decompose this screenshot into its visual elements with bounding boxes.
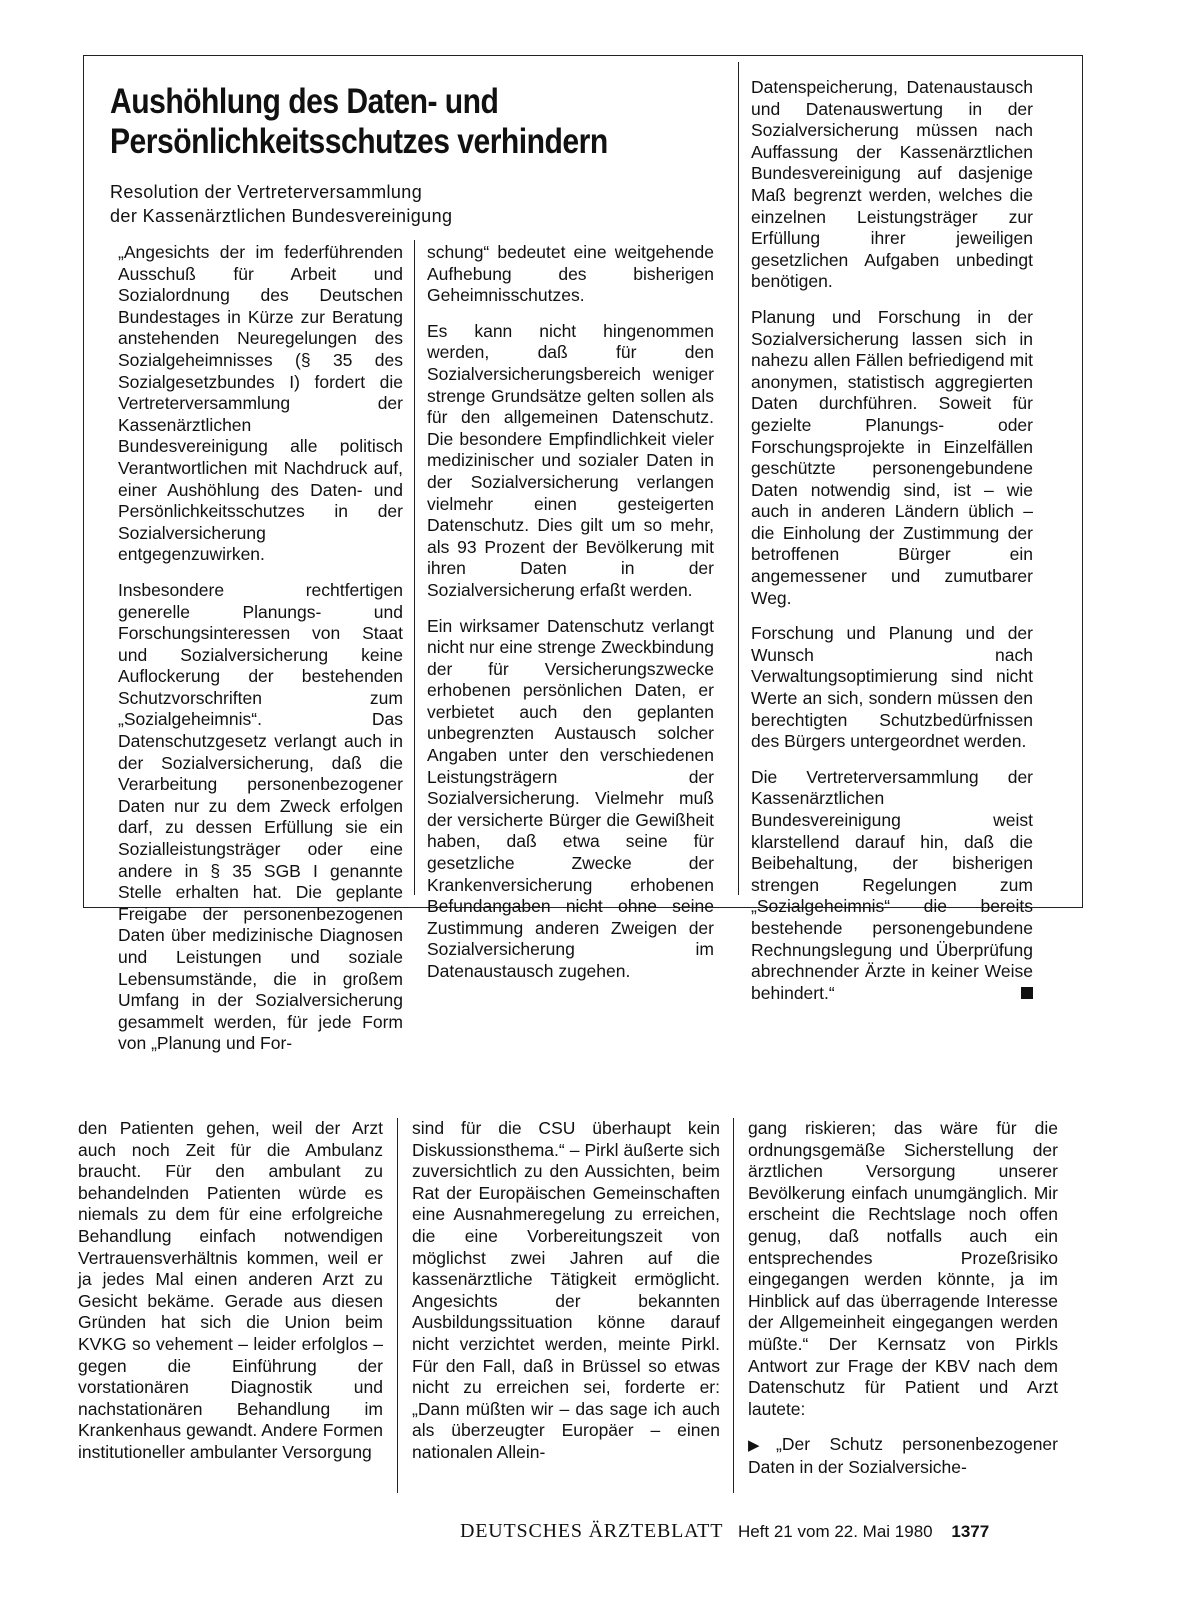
paragraph: Forschung und Planung und der Wunsch nach Verwaltungsoptimierung sind nicht Werte an sich, sondern müssen den berechtigten Schutzbedürfnissen des Bürgers untergeordnet werden. xyxy=(751,623,1033,752)
title-line-1: Aushöhlung des Daten- und xyxy=(110,82,499,121)
box-column-2 xyxy=(427,242,714,983)
article-title xyxy=(110,82,660,162)
bullet-arrow-icon: ▶ xyxy=(748,1437,775,1455)
paragraph-last xyxy=(751,767,1033,1005)
box-column-1 xyxy=(118,242,403,1055)
paragraph: gang riskieren; das wäre für die ordnungsgemäße Sicherstellung der ärztlichen Versorgung unserer Bevölkerung einfach unumgänglich. Mir erscheint die Rechtslage noch offen genug, daß notfalls auch ein entsprechendes Prozeßrisiko eingegangen werden könnte, ja im Hinblick auf das überragende Interesse der Allgemeinheit eingegangen werden müßte.“ Der Kernsatz von Pirkls Antwort zur Frage der KBV nach dem Datenschutz für Patient und Arzt lautete: xyxy=(748,1118,1058,1419)
column-divider xyxy=(414,240,415,895)
journal-name: DEUTSCHES ÄRZTEBLATT xyxy=(460,1520,724,1542)
paragraph: schung“ bedeutet eine weitgehende Aufhebung des bisherigen Geheimnisschutzes. xyxy=(427,242,714,306)
title-line-2: Persönlichkeitsschutzes verhindern xyxy=(110,122,608,161)
issue-info: Heft 21 vom 22. Mai 1980 xyxy=(737,1522,933,1541)
page-number: 1377 xyxy=(951,1522,990,1541)
lower-column-3 xyxy=(748,1118,1058,1479)
column-divider xyxy=(397,1118,398,1493)
column-divider xyxy=(733,1118,734,1493)
quote-text: „Der Schutz personenbezogener Daten in der Sozialversiche- xyxy=(748,1434,1058,1477)
paragraph: Die Vertreterversammlung der Kassenärztlichen Bundesvereinigung weist klarstellend darauf hin, daß die Beibehaltung, der bisherigen strengen Regelungen zum „Sozialgeheimnis“ die bereits bestehende personengebundene Rechnungslegung und Überprüfung abrechnender Ärzte in keiner Weise behindert.“ xyxy=(751,766,1033,1003)
article-subtitle xyxy=(110,180,750,228)
end-mark-icon xyxy=(1021,987,1033,999)
paragraph: „Angesichts der im federführenden Ausschuß für Arbeit und Sozialordnung des Deutschen Bundestages in Kürze zur Beratung anstehenden Neuregelungen des Sozialgeheimnisses (§ 35 des Sozialgesetzbundes I) fordert die Vertreterversammlung der Kassenärztlichen Bundesvereinigung alle politisch Verantwortlichen mit Nachdruck auf, einer Aushöhlung des Daten- und Persönlichkeitsschutzes in der Sozialversicherung entgegenzuwirken. xyxy=(118,242,403,565)
paragraph: Planung und Forschung in der Sozialversicherung lassen sich in nahezu allen Fällen befriedigend mit anonymen, statistisch aggregierten Daten durchführen. Soweit für gezielte Planungs- oder Forschungsprojekte in Einzelfällen geschützte personengebundene Daten notwendig sind, ist – wie auch in anderen Ländern üblich – die Einholung der Zustimmung der betroffenen Bürger ein angemessener und zumutbarer Weg. xyxy=(751,306,1033,608)
subtitle-line-1: Resolution der Vertreterversammlung xyxy=(110,182,423,202)
paragraph: Datenspeicherung, Datenaustausch und Datenauswertung in der Sozialversicherung müssen nach Auffassung der Kassenärztlichen Bundesvereinigung auf dasjenige Maß begrenzt werden, welches die einzelnen Leistungsträger zur Erfüllung ihrer jeweiligen gesetzlichen Aufgaben unbedingt benötigen. xyxy=(751,77,1033,292)
paragraph: Es kann nicht hingenommen werden, daß für den Sozialversicherungsbereich weniger strenge Grundsätze gelten sollen als für den allgemeinen Datenschutz. Die besondere Empfindlichkeit vieler medizinischer und sozialer Daten in der Sozialversicherung verlangen vielmehr einen gesteigerten Datenschutz. Dies gilt um so mehr, als 93 Prozent der Bevölkerung mit ihren Daten in der Sozialversicherung erfaßt werden. xyxy=(427,320,714,600)
paragraph: sind für die CSU überhaupt kein Diskussionsthema.“ – Pirkl äußerte sich zuversichtlich zu den Aussichten, beim Rat der Europäischen Gemeinschaften eine Ausnahmeregelung zu erreichen, die eine Vorbereitungszeit von möglichst zwei Jahren auf die kassenärztliche Tätigkeit ermöglicht. Angesichts der bekannten Ausbildungssituation könne darauf nicht verzichtet werden, meinte Pirkl. Für den Fall, daß in Brüssel so etwas nicht zu erreichen sei, forderte er: „Dann müßten wir – das sage ich auch als überzeugter Europäer – einen nationalen Allein- xyxy=(412,1118,720,1462)
subtitle-line-2: der Kassenärztlichen Bundesvereinigung xyxy=(110,206,453,226)
box-column-3 xyxy=(751,77,1033,1004)
column-divider xyxy=(738,62,739,895)
page-footer xyxy=(460,1520,989,1543)
paragraph: Insbesondere rechtfertigen generelle Planungs- und Forschungsinteressen von Staat und Sozialversicherung keine Auflockerung der bestehenden Schutzvorschriften zum „Sozialgeheimnis“. Das Datenschutzgesetz verlangt auch in der Sozialversicherung, daß die Verarbeitung personenbezogener Daten nur zu dem Zweck erfolgen darf, zu dessen Erfüllung sie ein Sozialleistungsträger oder eine andere in § 35 SGB I genannte Stelle erhalten hat. Die geplante Freigabe der personenbezogenen Daten über medizinische Diagnosen und Leistungen und soziale Lebensumstände, die in großem Umfang in der Sozialversicherung gesammelt werden, für jede Form von „Planung und For- xyxy=(118,579,403,1054)
lower-column-2 xyxy=(412,1118,720,1464)
quote-paragraph xyxy=(748,1434,1058,1478)
lower-column-1 xyxy=(78,1118,383,1464)
paragraph: den Patienten gehen, weil der Arzt auch noch Zeit für die Ambulanz braucht. Für den ambulant zu behandelnden Patienten würde es niemals zu dem für eine erfolgreiche Behandlung einfach notwendigen Vertrauensverhältnis kommen, weil er ja jedes Mal einen anderen Arzt zu Gesicht bekäme. Gerade aus diesen Gründen hat sich die Union beim KVKG so vehement – leider erfolglos – gegen die Einführung der vorstationären Diagnostik und nachstationären Behandlung im Krankenhaus gewandt. Andere Formen institutioneller ambulanter Versorgung xyxy=(78,1118,383,1462)
paragraph: Ein wirksamer Datenschutz verlangt nicht nur eine strenge Zweckbindung der für Versicherungszwecke erhobenen persönlichen Daten, er verbietet auch den geplanten unbegrenzten Austausch solcher Angaben unter den verschiedenen Leistungsträgern der Sozialversicherung. Vielmehr muß der versicherte Bürger die Gewißheit haben, daß etwa seine für gesetzliche Zwecke der Krankenversicherung erhobenen Befundangaben nicht ohne seine Zustimmung anderen Zweigen der Sozialversicherung im Datenaustausch zugehen. xyxy=(427,615,714,981)
